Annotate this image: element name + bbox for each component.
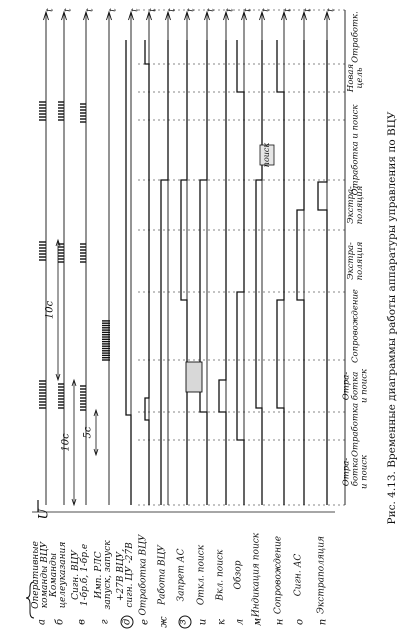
row-letter: е <box>139 619 151 625</box>
time-axis-9 <box>205 8 217 505</box>
phase-label-4 <box>351 289 361 363</box>
row-letter: н <box>274 618 286 626</box>
search-note: поиск <box>262 142 271 168</box>
figure-caption: Рис. 4.13. Временные диаграммы работы аппаратуры управления по ВЦУ <box>386 111 398 525</box>
waveform <box>297 40 304 505</box>
row-label-15 <box>317 536 329 625</box>
row-letter: в <box>76 619 88 625</box>
row-label-text: Работа ВЦУ <box>157 544 168 606</box>
wave-v-burst-3 <box>80 104 86 122</box>
phase-labels <box>342 11 370 489</box>
row-label-text: Команды <box>49 552 59 598</box>
time-axis-12 <box>260 8 272 505</box>
wave-k <box>219 40 226 505</box>
waveform <box>200 40 207 505</box>
row-label-text: Сигн. ВЦУ <box>71 550 81 600</box>
phase-label-8 <box>346 64 365 94</box>
row-label-text: 1-бр.б, 1-бр.е <box>80 543 90 607</box>
row-label-6 <box>138 533 151 625</box>
time-axis-4 <box>107 8 119 505</box>
phase-text: поляция <box>355 241 365 281</box>
waveform <box>237 40 244 505</box>
phase-text: Новая <box>346 63 356 93</box>
waveform <box>318 40 327 505</box>
duration-label: 10с <box>44 300 56 320</box>
wave-b-burst-3 <box>58 102 64 120</box>
phase-text: Отработка и поиск <box>350 104 361 196</box>
row-label-4 <box>94 540 113 625</box>
row-letter: д <box>121 618 133 626</box>
row-label-text: Имп. РЛС <box>94 551 104 599</box>
time-axis-10 <box>224 8 236 505</box>
wave-z <box>181 40 187 505</box>
row-label-text: Обзор <box>233 560 244 590</box>
row-label-text: Оперативные <box>31 541 41 609</box>
waveform <box>256 40 262 505</box>
waveform <box>277 40 284 505</box>
row-labels <box>31 532 329 627</box>
row-label-text: Вкл. поиск <box>215 549 226 601</box>
row-label-1 <box>31 540 50 625</box>
row-label-9 <box>197 544 209 625</box>
wave-d <box>126 40 131 505</box>
time-symbol: t <box>148 8 159 12</box>
time-symbol: t <box>130 8 141 12</box>
row-label-2 <box>49 542 68 625</box>
row-label-text: Сигн. АС <box>293 553 304 597</box>
row-letter: л <box>234 618 246 626</box>
row-letter: ж <box>158 616 170 628</box>
phase-label-2 <box>350 403 361 457</box>
row-label-text: Экстраполяция <box>316 536 327 614</box>
wave-n <box>277 40 284 505</box>
phase-label-9 <box>350 11 361 63</box>
wave-b-burst-2 <box>58 244 64 262</box>
phase-text: ботка <box>350 371 361 401</box>
time-symbol: t <box>186 8 197 12</box>
voltage-symbol: U <box>36 508 52 520</box>
row-label-text: целеуказания <box>58 541 68 609</box>
time-axis-8 <box>185 8 197 505</box>
row-label-text: Индикация поиск <box>251 532 262 618</box>
time-axis-15 <box>325 8 337 505</box>
row-letter: м <box>252 617 264 627</box>
time-axis-6 <box>147 8 159 505</box>
duration-3 <box>83 410 99 455</box>
time-symbol: t <box>225 8 236 12</box>
time-axis-5 <box>129 8 141 505</box>
row-label-text: команды ВЦУ <box>40 541 50 609</box>
time-symbol: t <box>206 8 217 12</box>
time-symbol: t <box>303 8 314 12</box>
row-label-13 <box>274 536 286 625</box>
waveform <box>126 40 131 505</box>
time-symbol: t <box>243 8 254 12</box>
row-label-text: Запрет АС <box>176 548 187 602</box>
row-label-11 <box>233 560 246 625</box>
wave-l <box>237 40 244 505</box>
wave-a-burst-3 <box>39 102 46 120</box>
shaded-interval <box>186 362 202 392</box>
wave-b-burst-1 <box>58 384 64 408</box>
phase-label-3 <box>342 368 370 403</box>
wave-p <box>318 40 327 505</box>
wave-e <box>145 40 149 505</box>
phase-text: Сопровождение <box>350 289 361 363</box>
phase-text: Отработка <box>350 402 361 458</box>
wave-o <box>297 40 304 505</box>
time-symbol: t <box>167 8 178 12</box>
phase-text: Отра- <box>341 371 352 401</box>
row-label-3 <box>71 544 90 625</box>
wave-m <box>256 40 262 505</box>
row-label-5 <box>116 542 135 625</box>
phase-label-1 <box>342 454 370 489</box>
time-symbol: t <box>326 8 337 12</box>
phase-text: и поиск <box>359 368 370 404</box>
row-label-text: Сопровождение <box>273 535 284 615</box>
time-symbol: t <box>85 8 96 12</box>
row-label-7 <box>157 543 170 627</box>
phase-text: поляция <box>355 185 365 225</box>
phase-text: и поиск <box>359 454 370 490</box>
phase-text: Отра- <box>341 457 352 487</box>
row-label-12 <box>252 532 264 626</box>
time-symbol: t <box>108 8 119 12</box>
waveform <box>219 40 226 505</box>
time-symbol: t <box>283 8 294 12</box>
wave-v-burst-1 <box>80 386 86 410</box>
wave-a-burst-2 <box>39 242 46 260</box>
row-letter: и <box>197 618 209 626</box>
row-label-8 <box>177 548 189 624</box>
row-letter: з <box>177 619 189 625</box>
row-label-text: Отработка ВЦУ <box>138 534 149 616</box>
row-label-text: сигн. ЦУ -27В <box>125 542 135 608</box>
phase-label-7 <box>350 104 361 196</box>
waveform <box>161 40 168 505</box>
row-letter: б <box>54 618 66 626</box>
row-letter: о <box>294 618 306 626</box>
row-letter: а <box>36 619 48 625</box>
row-letter: к <box>216 619 228 625</box>
phase-label-5 <box>346 241 365 280</box>
phase-text: Экстра- <box>346 242 356 280</box>
row-label-10 <box>216 549 228 625</box>
wave-zh <box>161 40 168 505</box>
timing-diagram-content <box>26 8 398 628</box>
duration-label: 10с <box>60 433 72 452</box>
time-axis-14 <box>302 8 314 505</box>
row-letter: г <box>99 619 111 625</box>
row-label-14 <box>294 554 306 625</box>
row-letter: п <box>317 618 329 626</box>
row-label-text: запуск, запуск <box>103 540 113 610</box>
waveform <box>145 40 149 505</box>
time-axis-13 <box>282 8 294 505</box>
phase-text: цель <box>355 67 365 89</box>
phase-text: Экстра- <box>346 186 356 224</box>
phase-text: Отработк. <box>350 11 361 63</box>
wave-v-burst-2 <box>80 244 86 262</box>
row-label-text: +27В ВЦУ, <box>116 548 126 602</box>
time-symbol: t <box>45 8 56 12</box>
time-axis-7 <box>166 8 178 505</box>
duration-label: 5с <box>82 426 94 439</box>
time-symbol: t <box>261 8 272 12</box>
row-label-text: Откл. поиск <box>196 544 207 606</box>
wave-i <box>200 40 207 505</box>
waveform <box>181 40 187 505</box>
wave-a-burst-1 <box>39 381 46 408</box>
time-axis-11 <box>242 8 254 505</box>
phase-text: ботка <box>350 457 361 487</box>
duration-2 <box>45 240 61 380</box>
time-symbol: t <box>63 8 74 12</box>
